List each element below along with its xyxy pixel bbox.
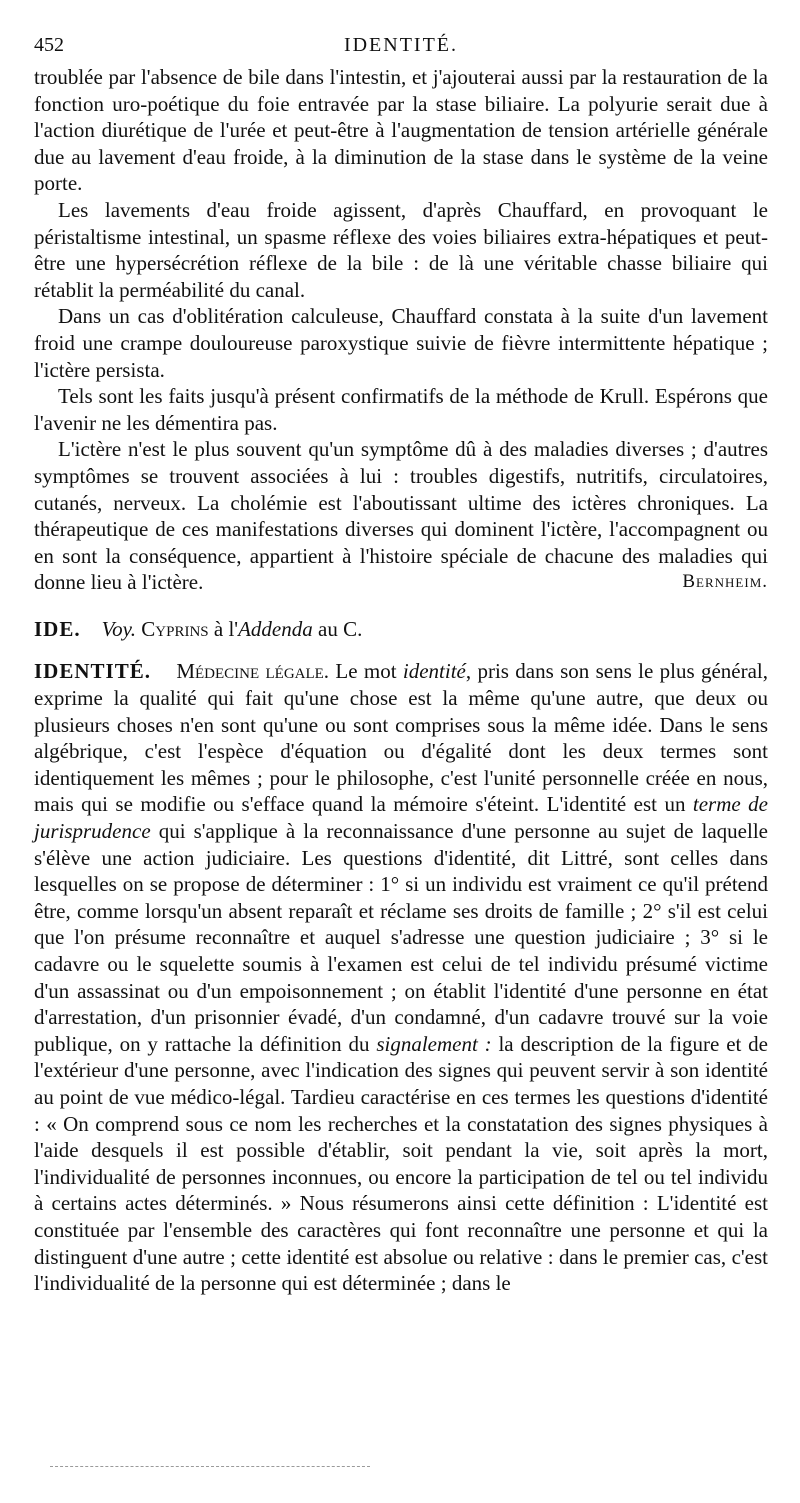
- paragraph-continuation: troublée par l'absence de bile dans l'intestin, et j'ajouterai aussi par la restauration de la fonction uro-poétique du foie entravée par la stase biliaire. La polyurie serait due à l'action diurétique de l'urée et peut-être à l'augmentation de tension artérielle générale due au lavement d'eau froide, à la diminution de la stase dans le système de la veine porte.: [34, 65, 768, 196]
- entry-identite-section: Médecine légale.: [176, 659, 330, 684]
- page-number: 452: [34, 34, 64, 56]
- entry-ide-addenda: Addenda: [238, 616, 313, 641]
- running-head: [34, 30, 768, 62]
- running-title: IDENTITÉ.: [343, 34, 459, 56]
- paragraph-lavements: Les lavements d'eau froide agissent, d'après Chauffard, en provoquant le péristaltisme intestinal, un spasme réflexe des voies biliaires extra-hépatiques et peut-être une hypersécrétion réflexe de la bile : de là une véritable chasse biliaire qui rétablit la perméabilité du canal.: [34, 197, 768, 302]
- entry-identite-term1: identité: [402, 659, 466, 684]
- entry-identite-s4: la description de la figure et de l'extérieur d'une personne, avec l'indication des signes qui peuvent servir à son identité au point de vue médico-légal. Tardieu caractérise en ces termes les questions d'identité : « On comprend sous ce nom les recherches et la constatation des signes physiques à l'aide desquels il est possible d'établir, soit pendant la vie, soit après la mort, l'individualité de personnes inconnues, ou encore la participation de tel ou tel individu à certains actes déterminés. » Nous résumerons ainsi cette définition : L'identité est constituée par l'ensemble des caractères qui font reconnaître une personne et qui la distinguent d'une autre ; cette identité est absolue ou relative : dans le premier cas, c'est l'individualité de la personne qui est déterminée ; dans le: [34, 1031, 768, 1296]
- body-text: [34, 64, 768, 1297]
- paragraph-oblitération: Dans un cas d'oblitération calculeuse, Chauffard constata à la suite d'un lavement froid une crampe douloureuse paroxystique suivie de fièvre intermittente hépatique ; l'ictère persista.: [34, 304, 768, 382]
- entry-identite-s1: Le mot: [329, 659, 403, 684]
- author-signature: Bernheim.: [682, 571, 768, 593]
- entry-ide-voy: Voy.: [101, 616, 137, 641]
- entry-ide-a: à l': [208, 616, 239, 641]
- entry-identite-term3: signalement :: [376, 1031, 492, 1056]
- footer-rule: [50, 1466, 370, 1467]
- paragraph-ictère-text: L'ictère n'est le plus souvent qu'un symptôme dû à des maladies diverses ; d'autres symptômes se trouvent associées à lui : troubles digestifs, nutritifs, circulatoires, cutanés, nerveux. La cholémie est l'aboutissant ultime des ictères chroniques. La thérapeutique de ces manifestations diverses qui dominent l'ictère, l'accompagnent ou en sont la conséquence, appartient à l'histoire spéciale de chacune des maladies qui donne lieu à l'ictère.: [34, 437, 768, 595]
- entry-ide-tail: au C.: [312, 616, 363, 641]
- entry-ide-headword: IDE.: [34, 616, 81, 641]
- entry-identite-s3: qui s'applique à la reconnaissance d'une personne au sujet de laquelle s'élève une action judiciaire. Les questions d'identité, dit Littré, sont celles dans lesquelles on se propose de déterminer : 1° si un individu est vraiment ce qu'il prétend être, comme lorsqu'un absent reparaît et réclame ses droits de famille ; 2° s'il est celui que l'on présume reconnaître et auquel s'adresse une question judiciaire ; 3° si le cadavre ou le squelette soumis à l'examen est celui de tel individu présumé victime d'un assassinat ou d'un empoisonnement ; on établit l'identité d'une personne en état d'arrestation, d'un prisonnier évadé, d'un condamné, d'un cadavre trouvé sur la voie publique, on y rattache la définition du: [34, 819, 768, 1056]
- entry-identite-term2: terme de jurisprudence: [34, 792, 768, 844]
- entry-identite: [34, 658, 768, 1296]
- paragraph-ictère: [34, 436, 768, 596]
- entry-ide-reference: Cyprins: [141, 616, 209, 641]
- entry-identite-s2: , pris dans son sens le plus général, exprime la qualité qui fait qu'une chose est la même qu'une autre, que deux ou plusieurs choses n'en sont qu'une ou sont comprises sous la même idée. Dans le sens algébrique, c'est l'espèce d'équation ou d'égalité dont les deux termes sont identiquement les mêmes ; pour le philosophe, c'est l'unité personnelle créée en nous, mais qui se modifie ou s'efface quand la mémoire s'éteint. L'identité est un: [34, 659, 769, 817]
- entry-ide: [34, 616, 768, 643]
- entry-identite-headword: IDENTITÉ.: [34, 659, 151, 684]
- paragraph-krull: Tels sont les faits jusqu'à présent confirmatifs de la méthode de Krull. Espérons que l'avenir ne les démentira pas.: [34, 384, 768, 435]
